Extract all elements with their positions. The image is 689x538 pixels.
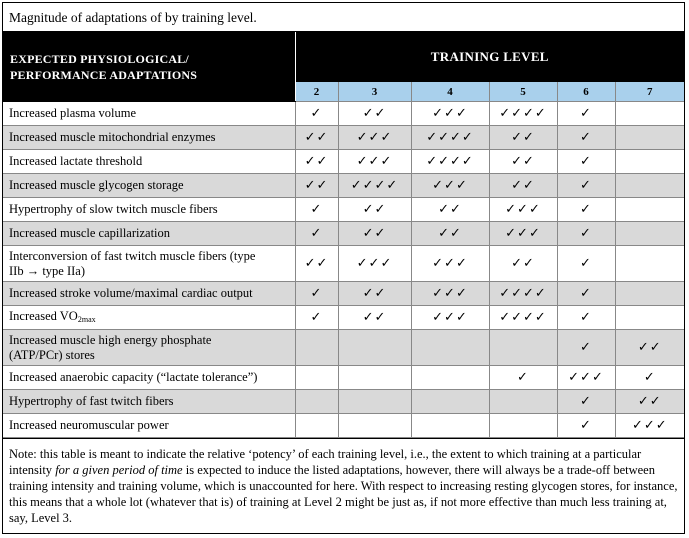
check-marks: ✓: [295, 198, 338, 222]
table-row: [3, 282, 684, 306]
check-marks: ✓✓✓: [338, 150, 411, 174]
check-marks: [295, 414, 338, 438]
check-marks: ✓✓✓✓: [411, 150, 489, 174]
check-marks: ✓✓: [489, 150, 557, 174]
row-label-line1: Interconversion of fast twitch muscle fibers (type: [9, 248, 256, 263]
check-marks: ✓: [557, 126, 615, 150]
row-label-subscript: 2max: [77, 314, 96, 324]
check-marks: [615, 174, 684, 198]
table-row: [3, 126, 684, 150]
check-marks: ✓✓: [615, 330, 684, 366]
check-marks: [338, 330, 411, 366]
check-marks: ✓: [557, 222, 615, 246]
check-marks: ✓: [557, 102, 615, 126]
check-marks: [615, 198, 684, 222]
level-header: 2: [295, 82, 338, 102]
note-text: Note: this table is meant to indicate the relative ‘potency’ of each training level, i.e., the extent to which training at a particular intensity: [9, 447, 642, 477]
row-label-line2: IIb → type IIa): [9, 263, 86, 278]
row-label: Increased anaerobic capacity (“lactate tolerance”): [3, 366, 295, 390]
check-marks: [411, 390, 489, 414]
check-marks: ✓✓✓: [489, 222, 557, 246]
row-label: Hypertrophy of slow twitch muscle fibers: [3, 198, 295, 222]
check-marks: [411, 366, 489, 390]
table-row: [3, 306, 684, 330]
row-label: Hypertrophy of fast twitch fibers: [3, 390, 295, 414]
check-marks: ✓✓✓: [489, 198, 557, 222]
row-label: Increased lactate threshold: [3, 150, 295, 174]
row-label: Increased plasma volume: [3, 102, 295, 126]
check-marks: [615, 102, 684, 126]
check-marks: ✓✓: [338, 306, 411, 330]
check-marks: ✓✓✓✓: [411, 126, 489, 150]
check-marks: ✓✓✓✓: [489, 282, 557, 306]
check-marks: [489, 390, 557, 414]
check-marks: ✓: [295, 306, 338, 330]
table-note: [3, 438, 684, 526]
check-marks: ✓: [557, 306, 615, 330]
check-marks: ✓: [557, 174, 615, 198]
check-marks: ✓✓: [295, 174, 338, 198]
check-marks: [489, 330, 557, 366]
table-row: [3, 246, 684, 282]
check-marks: [295, 390, 338, 414]
note-text-continued: is expected to induce the listed adaptations, however, there will always be a trade-off between training intensity and training volume, which is unaccounted for here. With respect to increasing resting glycogen stores, for instance, this means that a whole lot (whatever that is) of training at Level 2 might be just as, if not more effective than much less training at, say, Level 3.: [9, 463, 678, 525]
row-label: Increased muscle glycogen storage: [3, 174, 295, 198]
check-marks: ✓✓: [295, 150, 338, 174]
check-marks: ✓✓: [338, 102, 411, 126]
check-marks: [338, 390, 411, 414]
row-label: Increased neuromuscular power: [3, 414, 295, 438]
check-marks: [615, 150, 684, 174]
check-marks: ✓✓✓✓: [489, 306, 557, 330]
check-marks: ✓✓: [615, 390, 684, 414]
row-label: [3, 330, 295, 366]
check-marks: ✓: [489, 366, 557, 390]
check-marks: ✓✓: [489, 174, 557, 198]
check-marks: [489, 414, 557, 438]
check-marks: ✓✓✓: [411, 174, 489, 198]
check-marks: ✓✓✓✓: [489, 102, 557, 126]
table-frame: [2, 2, 685, 534]
check-marks: ✓: [295, 222, 338, 246]
check-marks: [615, 306, 684, 330]
row-label-line1: Increased muscle high energy phosphate: [9, 332, 212, 347]
adaptations-table: [3, 32, 684, 438]
header-adaptations-line2: PERFORMANCE ADAPTATIONS: [10, 68, 198, 82]
row-label: Increased muscle mitochondrial enzymes: [3, 126, 295, 150]
check-marks: ✓✓✓: [411, 306, 489, 330]
table-row: [3, 102, 684, 126]
check-marks: [411, 330, 489, 366]
check-marks: [338, 366, 411, 390]
check-marks: ✓✓✓: [338, 126, 411, 150]
check-marks: [295, 330, 338, 366]
level-header: 3: [338, 82, 411, 102]
check-marks: ✓: [615, 366, 684, 390]
check-marks: ✓✓✓: [338, 246, 411, 282]
check-marks: ✓✓: [489, 246, 557, 282]
check-marks: ✓✓: [338, 282, 411, 306]
row-label-line2: (ATP/PCr) stores: [9, 347, 95, 362]
table-row: [3, 198, 684, 222]
check-marks: ✓✓: [411, 198, 489, 222]
check-marks: ✓: [557, 330, 615, 366]
table-row: [3, 330, 684, 366]
table-row: [3, 174, 684, 198]
check-marks: [615, 246, 684, 282]
check-marks: [615, 126, 684, 150]
check-marks: ✓: [557, 246, 615, 282]
table-row: [3, 390, 684, 414]
check-marks: [295, 366, 338, 390]
check-marks: ✓✓✓✓: [338, 174, 411, 198]
check-marks: ✓✓✓: [411, 246, 489, 282]
level-header: 6: [557, 82, 615, 102]
check-marks: ✓✓✓: [557, 366, 615, 390]
check-marks: ✓: [295, 282, 338, 306]
check-marks: ✓✓: [295, 246, 338, 282]
check-marks: ✓✓: [489, 126, 557, 150]
check-marks: ✓✓✓: [411, 102, 489, 126]
check-marks: ✓✓: [295, 126, 338, 150]
check-marks: ✓✓✓: [615, 414, 684, 438]
check-marks: ✓: [557, 414, 615, 438]
note-emphasis: for a given period of time: [55, 463, 183, 477]
level-header: 7: [615, 82, 684, 102]
check-marks: ✓✓: [338, 198, 411, 222]
check-marks: [615, 282, 684, 306]
header-adaptations: [3, 33, 295, 102]
table-row: [3, 150, 684, 174]
check-marks: ✓✓: [411, 222, 489, 246]
table-row: [3, 222, 684, 246]
check-marks: [411, 414, 489, 438]
row-label-main: Increased VO: [9, 308, 78, 323]
table-caption: Magnitude of adaptations of by training level.: [3, 3, 684, 32]
table-row: [3, 414, 684, 438]
check-marks: ✓: [557, 282, 615, 306]
row-label: Increased muscle capillarization: [3, 222, 295, 246]
row-label: [3, 246, 295, 282]
header-training-level: TRAINING LEVEL: [295, 33, 684, 82]
check-marks: ✓✓: [338, 222, 411, 246]
row-label: Increased stroke volume/maximal cardiac output: [3, 282, 295, 306]
check-marks: [338, 414, 411, 438]
check-marks: ✓: [557, 150, 615, 174]
check-marks: ✓: [557, 390, 615, 414]
level-header: 4: [411, 82, 489, 102]
check-marks: ✓✓✓: [411, 282, 489, 306]
row-label: [3, 306, 295, 330]
level-header: 5: [489, 82, 557, 102]
check-marks: [615, 222, 684, 246]
check-marks: ✓: [557, 198, 615, 222]
table-row: [3, 366, 684, 390]
header-adaptations-line1: EXPECTED PHYSIOLOGICAL/: [10, 52, 189, 66]
check-marks: ✓: [295, 102, 338, 126]
